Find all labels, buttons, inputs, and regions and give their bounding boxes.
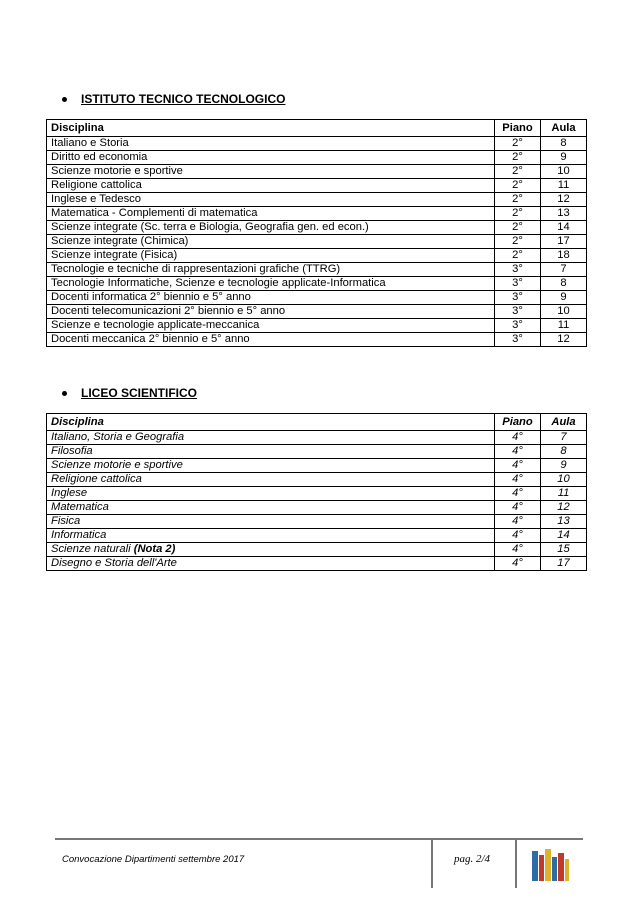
cell-piano <box>495 431 541 445</box>
cell-disciplina-text: Religione cattolica <box>51 473 142 485</box>
table-row <box>47 333 587 347</box>
table-row <box>47 487 587 501</box>
cell-piano <box>495 137 541 151</box>
page-number: pag. 2/4 <box>454 853 491 865</box>
cell-piano <box>495 543 541 557</box>
cell-disciplina-text: Docenti informatica 2° biennio e 5° anno <box>51 291 251 303</box>
cell-aula <box>541 277 587 291</box>
cell-piano <box>495 473 541 487</box>
table-row <box>47 137 587 151</box>
cell-disciplina <box>47 165 495 179</box>
cell-disciplina-text: Matematica - Complementi di matematica <box>51 207 258 219</box>
cell-aula <box>541 445 587 459</box>
cell-disciplina <box>47 319 495 333</box>
cell-disciplina-text: Docenti telecomunicazioni 2° biennio e 5° anno <box>51 305 286 317</box>
cell-piano <box>495 179 541 193</box>
cell-disciplina <box>47 221 495 235</box>
cell-aula <box>541 305 587 319</box>
cell-piano-text: 3° <box>512 319 523 331</box>
school-logo-icon <box>530 845 574 890</box>
cell-piano <box>495 249 541 263</box>
cell-piano-text: 4° <box>512 543 523 555</box>
cell-disciplina-text: Scienze integrate (Fisica) <box>51 249 178 261</box>
header-aula: Aula <box>541 414 587 431</box>
cell-disciplina <box>47 459 495 473</box>
cell-aula-text: 14 <box>557 221 570 233</box>
cell-piano <box>495 487 541 501</box>
cell-disciplina <box>47 333 495 347</box>
cell-piano <box>495 501 541 515</box>
cell-aula <box>541 179 587 193</box>
cell-disciplina <box>47 291 495 305</box>
cell-aula-text: 17 <box>557 557 570 569</box>
table-header-row <box>47 414 587 431</box>
header-aula: Aula <box>541 120 587 137</box>
table-row <box>47 445 587 459</box>
cell-piano <box>495 151 541 165</box>
cell-disciplina-text: Scienze naturali <box>51 543 131 555</box>
cell-disciplina-text: Disegno e Storia dell'Arte <box>51 557 177 569</box>
cell-aula <box>541 333 587 347</box>
table-row <box>47 305 587 319</box>
cell-piano-text: 3° <box>512 291 523 303</box>
cell-piano-text: 3° <box>512 263 523 275</box>
cell-piano <box>495 529 541 543</box>
cell-aula-text: 18 <box>557 249 570 261</box>
cell-piano <box>495 445 541 459</box>
cell-aula-text: 8 <box>560 137 567 149</box>
cell-piano <box>495 515 541 529</box>
cell-piano-text: 4° <box>512 557 523 569</box>
cell-piano <box>495 193 541 207</box>
cell-disciplina <box>47 543 495 557</box>
cell-piano-text: 2° <box>512 249 523 261</box>
cell-aula <box>541 473 587 487</box>
cell-piano <box>495 235 541 249</box>
cell-aula <box>541 249 587 263</box>
cell-disciplina-text: Filosofia <box>51 445 93 457</box>
table-row <box>47 249 587 263</box>
cell-aula-text: 10 <box>557 305 570 317</box>
cell-aula <box>541 221 587 235</box>
cell-aula-text: 17 <box>557 235 570 247</box>
cell-disciplina-text: Italiano e Storia <box>51 137 129 149</box>
cell-aula <box>541 151 587 165</box>
cell-aula-text: 9 <box>560 151 567 163</box>
cell-aula-text: 9 <box>560 459 567 471</box>
cell-piano <box>495 333 541 347</box>
cell-aula <box>541 291 587 305</box>
cell-aula-text: 15 <box>557 543 570 555</box>
cell-piano-text: 4° <box>512 515 523 527</box>
cell-disciplina-text: Inglese <box>51 487 88 499</box>
cell-piano <box>495 305 541 319</box>
table-row <box>47 179 587 193</box>
cell-aula <box>541 529 587 543</box>
cell-piano-text: 2° <box>512 193 523 205</box>
cell-aula <box>541 137 587 151</box>
cell-aula <box>541 193 587 207</box>
cell-piano-text: 2° <box>512 221 523 233</box>
cell-disciplina <box>47 501 495 515</box>
cell-aula <box>541 165 587 179</box>
cell-aula-text: 12 <box>557 193 570 205</box>
cell-piano-text: 4° <box>512 501 523 513</box>
cell-aula-text: 13 <box>557 515 570 527</box>
cell-aula-text: 8 <box>560 277 567 289</box>
header-disciplina: Disciplina <box>47 120 495 137</box>
table-header-row <box>47 120 587 137</box>
cell-disciplina <box>47 207 495 221</box>
cell-disciplina <box>47 473 495 487</box>
table-row <box>47 193 587 207</box>
cell-piano <box>495 221 541 235</box>
footer-rule <box>55 838 583 840</box>
cell-piano <box>495 165 541 179</box>
section-title-liceo <box>62 386 197 400</box>
cell-piano-text: 3° <box>512 333 523 345</box>
cell-disciplina <box>47 263 495 277</box>
table-row <box>47 277 587 291</box>
cell-disciplina <box>47 487 495 501</box>
cell-aula-text: 12 <box>557 333 570 345</box>
cell-aula <box>541 263 587 277</box>
cell-piano-text: 4° <box>512 529 523 541</box>
table-row <box>47 235 587 249</box>
cell-piano <box>495 459 541 473</box>
table-row <box>47 473 587 487</box>
cell-aula <box>541 319 587 333</box>
cell-disciplina-text: Scienze e tecnologie applicate-meccanica <box>51 319 260 331</box>
cell-disciplina-text: Scienze motorie e sportive <box>51 459 183 471</box>
table-liceo <box>46 413 587 571</box>
cell-aula-text: 13 <box>557 207 570 219</box>
cell-aula <box>541 431 587 445</box>
cell-aula <box>541 501 587 515</box>
cell-disciplina <box>47 249 495 263</box>
table-row <box>47 165 587 179</box>
cell-aula-text: 11 <box>557 319 570 331</box>
footer-divider <box>431 840 433 888</box>
footer-text: Convocazione Dipartimenti settembre 2017 <box>62 854 245 865</box>
footer-divider <box>515 840 517 888</box>
table-row <box>47 543 587 557</box>
cell-piano <box>495 557 541 571</box>
cell-disciplina-text: Fisica <box>51 515 81 527</box>
cell-piano-text: 3° <box>512 305 523 317</box>
cell-disciplina <box>47 193 495 207</box>
table-itt <box>46 119 587 347</box>
cell-disciplina-text: Tecnologie Informatiche, Scienze e tecnologie applicate-Informatica <box>51 277 386 289</box>
table-row <box>47 431 587 445</box>
table-row <box>47 221 587 235</box>
cell-piano-text: 2° <box>512 179 523 191</box>
cell-disciplina <box>47 151 495 165</box>
cell-piano-text: 2° <box>512 165 523 177</box>
header-piano: Piano <box>495 414 541 431</box>
cell-aula <box>541 515 587 529</box>
cell-aula-text: 10 <box>557 473 570 485</box>
cell-aula-text: 14 <box>557 529 570 541</box>
cell-aula-text: 11 <box>557 487 570 499</box>
cell-disciplina <box>47 137 495 151</box>
cell-disciplina <box>47 445 495 459</box>
cell-aula-text: 9 <box>560 291 567 303</box>
cell-disciplina <box>47 235 495 249</box>
cell-disciplina <box>47 277 495 291</box>
cell-disciplina-text: Inglese e Tedesco <box>51 193 141 205</box>
cell-aula-text: 7 <box>560 263 567 275</box>
table-row <box>47 459 587 473</box>
cell-piano-text: 2° <box>512 137 523 149</box>
cell-disciplina <box>47 305 495 319</box>
cell-piano-text: 4° <box>512 473 523 485</box>
table-row <box>47 557 587 571</box>
cell-piano <box>495 277 541 291</box>
cell-aula <box>541 557 587 571</box>
cell-piano-text: 3° <box>512 277 523 289</box>
header-piano: Piano <box>495 120 541 137</box>
cell-aula <box>541 235 587 249</box>
table-row <box>47 207 587 221</box>
cell-piano-text: 2° <box>512 235 523 247</box>
table-row <box>47 319 587 333</box>
cell-aula <box>541 487 587 501</box>
cell-piano-text: 4° <box>512 445 523 457</box>
cell-disciplina <box>47 179 495 193</box>
cell-disciplina-text: Tecnologie e tecniche di rappresentazioni grafiche (TTRG) <box>51 263 341 275</box>
section-title-itt-text: ISTITUTO TECNICO TECNOLOGICO <box>81 92 286 106</box>
bullet-icon <box>62 97 67 102</box>
table-row <box>47 291 587 305</box>
cell-disciplina-text: Italiano, Storia e Geografia <box>51 431 185 443</box>
cell-disciplina-text: Docenti meccanica 2° biennio e 5° anno <box>51 333 250 345</box>
cell-aula <box>541 459 587 473</box>
cell-disciplina-text: Scienze motorie e sportive <box>51 165 183 177</box>
cell-piano-text: 4° <box>512 487 523 499</box>
cell-disciplina <box>47 431 495 445</box>
cell-piano-text: 2° <box>512 207 523 219</box>
table-row <box>47 529 587 543</box>
cell-aula-text: 12 <box>557 501 570 513</box>
cell-disciplina <box>47 515 495 529</box>
cell-aula-text: 7 <box>560 431 567 443</box>
cell-aula-text: 10 <box>557 165 570 177</box>
note-label: (Nota 2) <box>133 543 176 555</box>
cell-piano <box>495 319 541 333</box>
cell-disciplina <box>47 529 495 543</box>
cell-piano <box>495 207 541 221</box>
bullet-icon <box>62 391 67 396</box>
cell-disciplina-text: Diritto ed economia <box>51 151 148 163</box>
table-row <box>47 515 587 529</box>
section-title-liceo-text: LICEO SCIENTIFICO <box>81 386 198 400</box>
cell-piano-text: 2° <box>512 151 523 163</box>
cell-aula <box>541 543 587 557</box>
cell-disciplina-text: Matematica <box>51 501 109 513</box>
cell-piano-text: 4° <box>512 431 523 443</box>
cell-aula-text: 8 <box>560 445 567 457</box>
cell-disciplina-text: Scienze integrate (Chimica) <box>51 235 189 247</box>
table-row <box>47 151 587 165</box>
cell-aula-text: 11 <box>557 179 570 191</box>
cell-piano-text: 4° <box>512 459 523 471</box>
cell-disciplina-text: Informatica <box>51 529 107 541</box>
cell-disciplina-text: Religione cattolica <box>51 179 142 191</box>
cell-piano <box>495 291 541 305</box>
section-title-itt <box>62 92 285 106</box>
cell-disciplina <box>47 557 495 571</box>
cell-disciplina-text: Scienze integrate (Sc. terra e Biologia, Geografia gen. ed econ.) <box>51 221 369 233</box>
cell-aula <box>541 207 587 221</box>
cell-piano <box>495 263 541 277</box>
table-row <box>47 263 587 277</box>
header-disciplina: Disciplina <box>47 414 495 431</box>
table-row <box>47 501 587 515</box>
